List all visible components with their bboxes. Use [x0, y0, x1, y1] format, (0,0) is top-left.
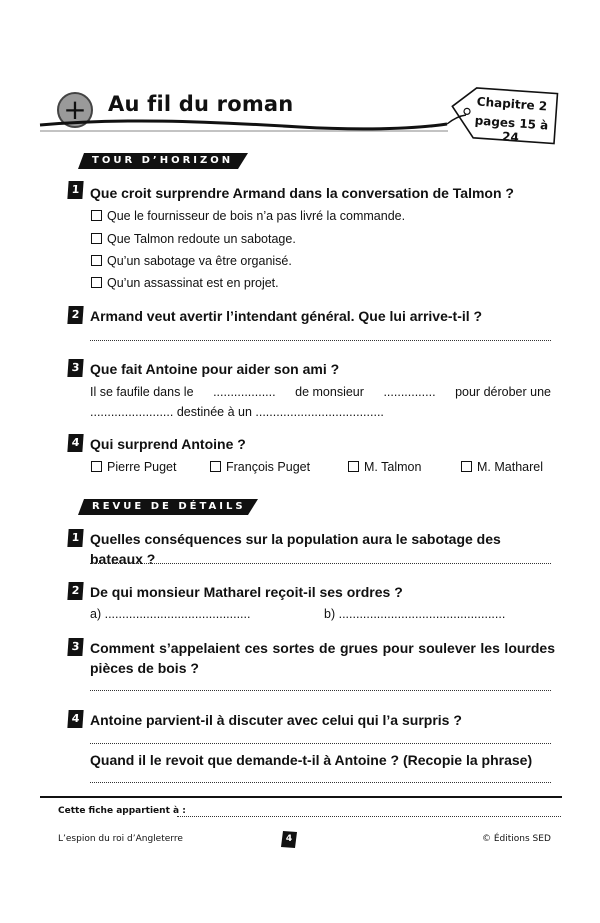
blank-field[interactable]: ..................: [213, 385, 276, 399]
footer-divider: [40, 796, 562, 798]
pages-label: pages 15 à 24: [474, 113, 549, 145]
book-title: L’espion du roi d’Angleterre: [58, 834, 183, 844]
checkbox-option[interactable]: M. Matharel: [461, 459, 543, 475]
checkbox-option[interactable]: Que le fournisseur de bois n’a pas livré la commande.: [91, 208, 405, 224]
chapter-label: Chapitre 2: [476, 94, 548, 114]
question-text-followup: Quand il le revoit que demande-t-il à Antoine ? (Recopie la phrase): [90, 752, 533, 768]
question-number: 2: [67, 582, 83, 600]
plus-icon: +: [57, 92, 93, 128]
answer-line[interactable]: [90, 782, 551, 784]
answer-b[interactable]: b) ................................................: [324, 607, 506, 621]
answer-line[interactable]: [90, 690, 551, 692]
owner-label: Cette fiche appartient à :: [58, 806, 186, 816]
checkbox-icon[interactable]: [461, 461, 472, 472]
question-number: 1: [67, 529, 83, 547]
checkbox-option[interactable]: M. Talmon: [348, 459, 421, 475]
question-text: De qui monsieur Matharel reçoit-il ses ordres ?: [90, 584, 403, 600]
publisher: © Éditions SED: [482, 834, 551, 844]
blank-field[interactable]: ...............: [383, 385, 436, 399]
question-number: 4: [67, 434, 83, 452]
fill-in-sentence: Il se faufile dans le .................. de monsieur ............... pour dérober une: [90, 385, 551, 399]
checkbox-icon[interactable]: [348, 461, 359, 472]
owner-name-field[interactable]: [177, 816, 561, 817]
question-text: Antoine parvient-il à discuter avec celui qui l’a surpris ?: [90, 712, 462, 728]
question-text: Quelles conséquences sur la population aura le sabotage des bateaux ?: [90, 531, 501, 567]
page-number: 4: [285, 834, 293, 844]
checkbox-option[interactable]: François Puget: [210, 459, 310, 475]
section-title-revue: REVUE DE DÉTAILS: [92, 501, 246, 512]
question-text: Que fait Antoine pour aider son ami ?: [90, 361, 340, 377]
checkbox-icon[interactable]: [91, 461, 102, 472]
section-title-tour: TOUR D’HORIZON: [92, 155, 234, 166]
checkbox-icon[interactable]: [91, 255, 102, 266]
blank-field[interactable]: .....................................: [255, 405, 384, 419]
question-number: 4: [67, 710, 83, 728]
answer-line[interactable]: [90, 563, 551, 565]
question-text: Que croit surprendre Armand dans la conversation de Talmon ?: [90, 185, 514, 201]
checkbox-option[interactable]: Qu’un sabotage va être organisé.: [91, 253, 292, 269]
fill-in-sentence: ........................ destinée à un .....................................: [90, 405, 384, 419]
question-text: Qui surprend Antoine ?: [90, 436, 246, 452]
question-number: 3: [67, 638, 83, 656]
checkbox-icon[interactable]: [210, 461, 221, 472]
checkbox-icon[interactable]: [91, 210, 102, 221]
checkbox-icon[interactable]: [91, 233, 102, 244]
checkbox-icon[interactable]: [91, 277, 102, 288]
answer-line[interactable]: [90, 743, 551, 745]
question-number: 1: [67, 181, 83, 199]
checkbox-option[interactable]: Que Talmon redoute un sabotage.: [91, 231, 296, 247]
answer-a[interactable]: a) ..........................................: [90, 607, 251, 621]
question-text: Armand veut avertir l’intendant général. Que lui arrive-t-il ?: [90, 308, 483, 324]
question-text: Comment s’appelaient ces sortes de grues pour soulever les lourdes pièces de bois ?: [90, 640, 555, 676]
page-title: Au fil du roman: [108, 92, 294, 116]
answer-line[interactable]: [90, 340, 551, 342]
checkbox-option[interactable]: Pierre Puget: [91, 459, 176, 475]
question-number: 3: [67, 359, 83, 377]
blank-field[interactable]: ........................: [90, 405, 174, 419]
question-number: 2: [67, 306, 83, 324]
checkbox-option[interactable]: Qu’un assassinat est en projet.: [91, 275, 279, 291]
